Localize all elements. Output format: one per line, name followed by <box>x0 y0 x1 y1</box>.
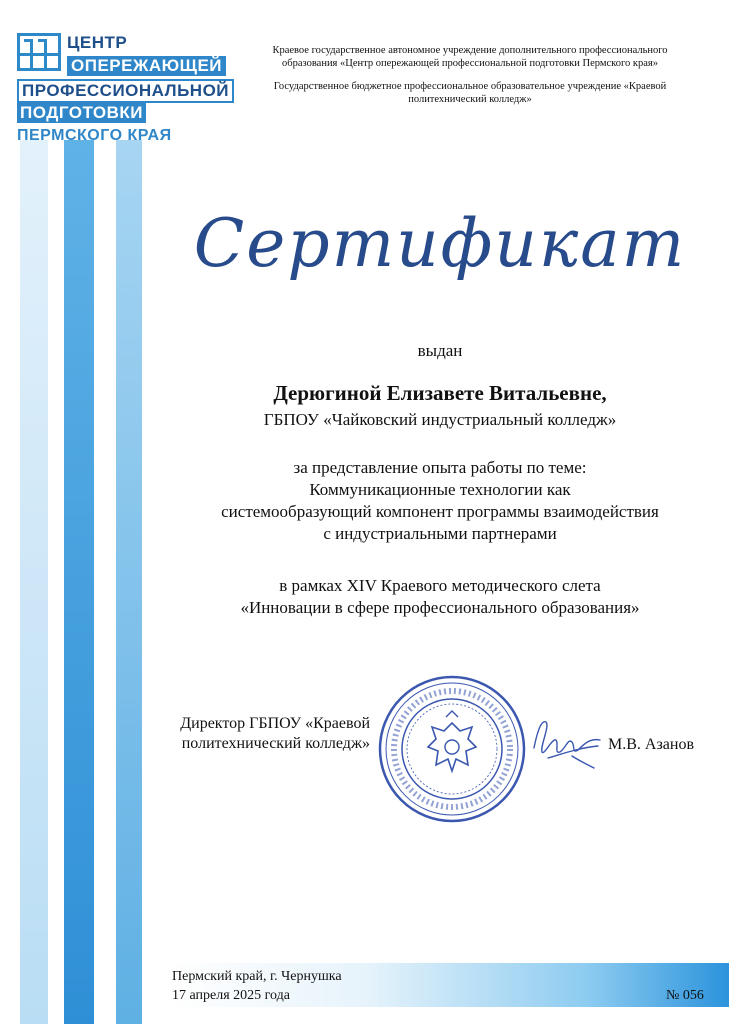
logo-line-1: ЦЕНТР <box>67 33 128 52</box>
reason-line-4: с индустриальными партнерами <box>323 524 557 543</box>
event-line-2: «Инновации в сфере профессионального образования» <box>240 598 640 617</box>
event-text <box>150 575 729 619</box>
logo-line-4: ПОДГОТОВКИ <box>17 103 146 123</box>
certificate-number: № 056 <box>666 988 704 1003</box>
reason-line-3: системообразующий компонент программы взаимодействия <box>221 502 659 521</box>
signatory-title-line-2: политехнический колледж» <box>181 735 370 752</box>
reason-line-1: за представление опыта работы по теме: <box>293 458 587 477</box>
recipient-organization: ГБПОУ «Чайковский индустриальный колледж» <box>263 410 617 429</box>
logo-line-3: ПРОФЕССИОНАЛЬНОЙ <box>17 79 234 103</box>
handwritten-signature-icon <box>528 708 606 770</box>
logo-line-5: ПЕРМСКОГО КРАЯ <box>17 127 172 144</box>
recipient-name: Дерюгиной Елизавете Витальевне, <box>273 381 607 405</box>
signatory-name: М.В. Азанов <box>608 736 694 753</box>
footer-date: 17 апреля 2025 года <box>172 988 290 1003</box>
logo-line-2: ОПЕРЕЖАЮЩЕЙ <box>67 56 226 76</box>
decorative-stripe-dark <box>64 140 94 1024</box>
reason-line-2: Коммуникационные технологии как <box>309 480 571 499</box>
decorative-stripe-light <box>20 140 48 1024</box>
header-organizations <box>258 44 682 116</box>
decorative-stripe-medium <box>116 140 142 1024</box>
signatory-title <box>165 714 370 754</box>
footer-place: Пермский край, г. Чернушка <box>172 969 342 984</box>
certificate-title: Сертификат <box>193 205 687 282</box>
reason-text <box>150 457 729 545</box>
signatory-title-line-1: Директор ГБПОУ «Краевой <box>180 715 370 732</box>
header-org-2: Государственное бюджетное профессиональное образовательное учреждение «Краевой политехнический колледж» <box>273 81 667 105</box>
logo-mark-icon <box>17 33 61 71</box>
issued-label: выдан <box>417 341 463 360</box>
official-stamp-icon <box>376 673 528 825</box>
event-line-1: в рамках XIV Краевого методического слета <box>279 576 601 595</box>
header-org-1: Краевое государственное автономное учреждение дополнительного профессионального образования «Центр опережающей профессиональной подготовки Пермского края» <box>272 45 668 69</box>
